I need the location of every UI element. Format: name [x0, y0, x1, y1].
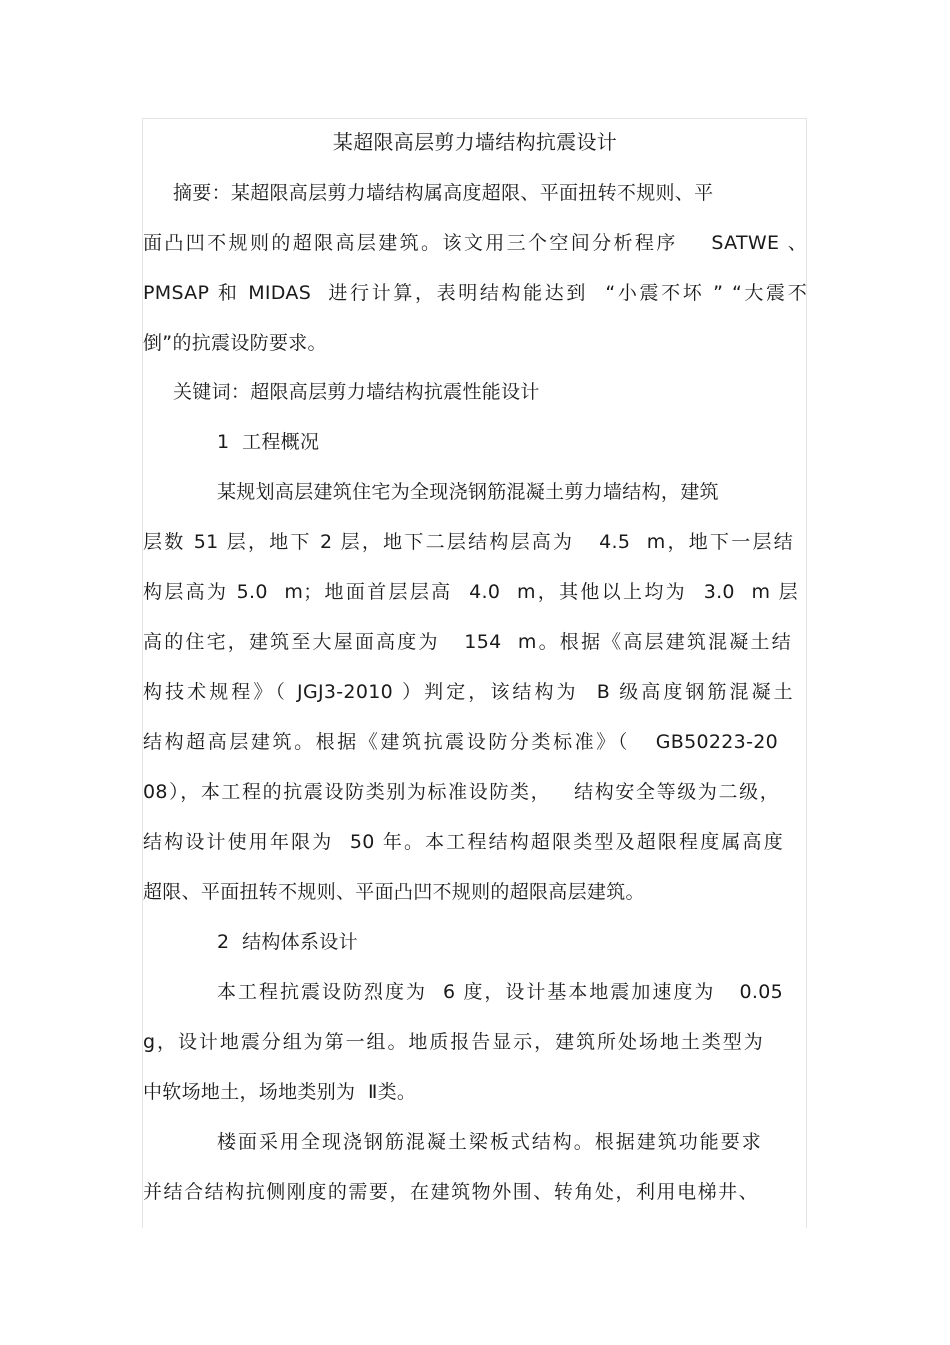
body-line-1: 某规划高层建筑住宅为全现浇钢筋混凝土剪力墙结构，建筑: [217, 481, 719, 503]
body-line-3: 构层高为 5.0 m；地面首层层高 4.0 m，其他以上均为 3.0 m 层: [143, 581, 798, 603]
body-line-10: 本工程抗震设防烈度为 6 度，设计基本地震加速度为 0.05: [217, 981, 783, 1003]
body-line-4: 高的住宅，建筑至大屋面高度为 154 m。根据《高层建筑混凝土结: [143, 631, 791, 653]
body-line-13: 楼面采用全现浇钢筋混凝土梁板式结构。根据建筑功能要求: [217, 1131, 761, 1153]
section-heading-1: 1 工程概况: [217, 431, 320, 453]
body-line-9: 超限、平面扭转不规则、平面凸凹不规则的超限高层建筑。: [143, 881, 645, 903]
body-line-5: 构技术规程》（ JGJ3-2010 ）判定，该结构为 B 级高度钢筋混凝土: [143, 681, 793, 703]
body-line-12: 中软场地土，场地类别为 Ⅱ类。: [143, 1081, 417, 1103]
abstract-line-3: PMSAP 和 MIDAS 进行计算，表明结构能达到 “小震不坏 ” “大震不: [143, 282, 807, 304]
body-line-14: 并结合结构抗侧刚度的需要，在建筑物外围、转角处，利用电梯井、: [143, 1181, 758, 1203]
body-line-8: 结构设计使用年限为 50 年。本工程结构超限类型及超限程度属高度: [143, 831, 783, 853]
body-line-2: 层数 51 层，地下 2 层，地下二层结构层高为 4.5 m，地下一层结: [143, 531, 793, 553]
body-line-6: 结构超高层建筑。根据《建筑抗震设防分类标准》（ GB50223-20: [143, 731, 778, 753]
body-line-7: 08），本工程的抗震设防类别为标准设防类， 结构安全等级为二级，: [143, 781, 779, 803]
abstract-line-4: 倒”的抗震设防要求。: [143, 332, 327, 354]
document-title: 某超限高层剪力墙结构抗震设计: [332, 130, 618, 154]
section-heading-2: 2 结构体系设计: [217, 931, 358, 953]
abstract-line-1: 摘要：某超限高层剪力墙结构属高度超限、平面扭转不规则、平: [173, 182, 714, 204]
body-line-11: g，设计地震分组为第一组。地质报告显示，建筑所处场地土类型为: [143, 1031, 763, 1053]
keywords-line: 关键词：超限高层剪力墙结构抗震性能设计: [173, 381, 540, 403]
abstract-line-2: 面凸凹不规则的超限高层建筑。该文用三个空间分析程序 SATWE 、: [143, 232, 807, 254]
